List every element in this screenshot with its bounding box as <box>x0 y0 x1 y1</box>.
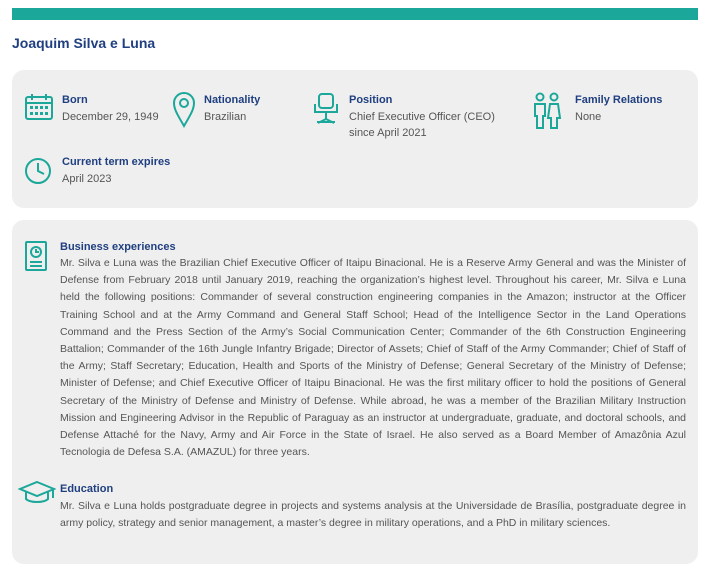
education-text: Mr. Silva e Luna holds postgraduate degree in projects and systems analysis at the Universidade de Brasília, postgraduate degree in army policy, strategy and senior management, a master’s degree in military operations, and a PhD in military sciences. <box>60 500 686 530</box>
family-relations-label: Family Relations <box>575 94 663 106</box>
nationality-value: Brazilian <box>204 111 247 123</box>
business-experiences-title: Business experiences <box>60 241 176 253</box>
location-pin-icon <box>172 92 196 128</box>
born-value: December 29, 1949 <box>62 111 159 123</box>
born-label: Born <box>62 94 88 106</box>
resume-document-icon <box>25 241 47 271</box>
calendar-icon <box>24 92 54 122</box>
nationality-label: Nationality <box>204 94 261 106</box>
business-experiences-text: Mr. Silva e Luna was the Brazilian Chief Executive Officer of Itaipu Binacional. He is a Reserve Army General and was the Minister of Defense from February 2018 until January 2019, reaching the organization’s highest level. Throughout his career, Mr. Silva e Luna held the following positions: Commander of several construction engineering companies in the Amazon; instructor at the Officer Training School and at the Army Command and General Staff School; Head of the Intelligence Sector in the Land Operations Command and the Press Section of the Army’s Social Communication Center; Commander of the 6th Construction Engineering Battalion; Commander of the 16th Jungle Infantry Brigade; Director of Assets; Chief of Staff of the Army Commander; Chief of Staff of the Army; Staff Secretary; Education, Health and Sports of the Ministry of Defense; General Secretary of the Ministry of Defense; Minister of Defense; and Chief Executive Officer of Itaipu Binacional. He was the first military officer to hold the positions of General Secretary of the Ministry of Defense and Ministry of Defense. While abroad, he was a member of the Brazilian Military Instruction Mission and Engineering Advisor in the Republic of Paraguay as an instructor at undergraduate, graduate, and doctoral schools, and Defense Attaché for the Navy, Army and Air Force in the State of Israel. He also served as a Board Member of Amazônia Azul Tecnologia de Defesa S.A. (AMAZUL) for three years. <box>60 257 686 459</box>
position-value-line1: Chief Executive Officer (CEO) <box>349 111 495 123</box>
people-icon <box>532 92 562 130</box>
education-title: Education <box>60 483 114 495</box>
person-name: Joaquim Silva e Luna <box>12 35 156 51</box>
experience-card <box>12 220 698 564</box>
graduation-cap-icon <box>18 480 56 506</box>
clock-icon <box>24 156 54 186</box>
position-label: Position <box>349 94 393 106</box>
position-value-line2: since April 2021 <box>349 127 427 139</box>
family-relations-value: None <box>575 111 602 123</box>
term-label: Current term expires <box>62 156 171 168</box>
header-accent-bar <box>12 8 698 20</box>
personal-info-card <box>12 70 698 208</box>
office-chair-icon <box>312 92 340 126</box>
term-value: April 2023 <box>62 173 112 185</box>
